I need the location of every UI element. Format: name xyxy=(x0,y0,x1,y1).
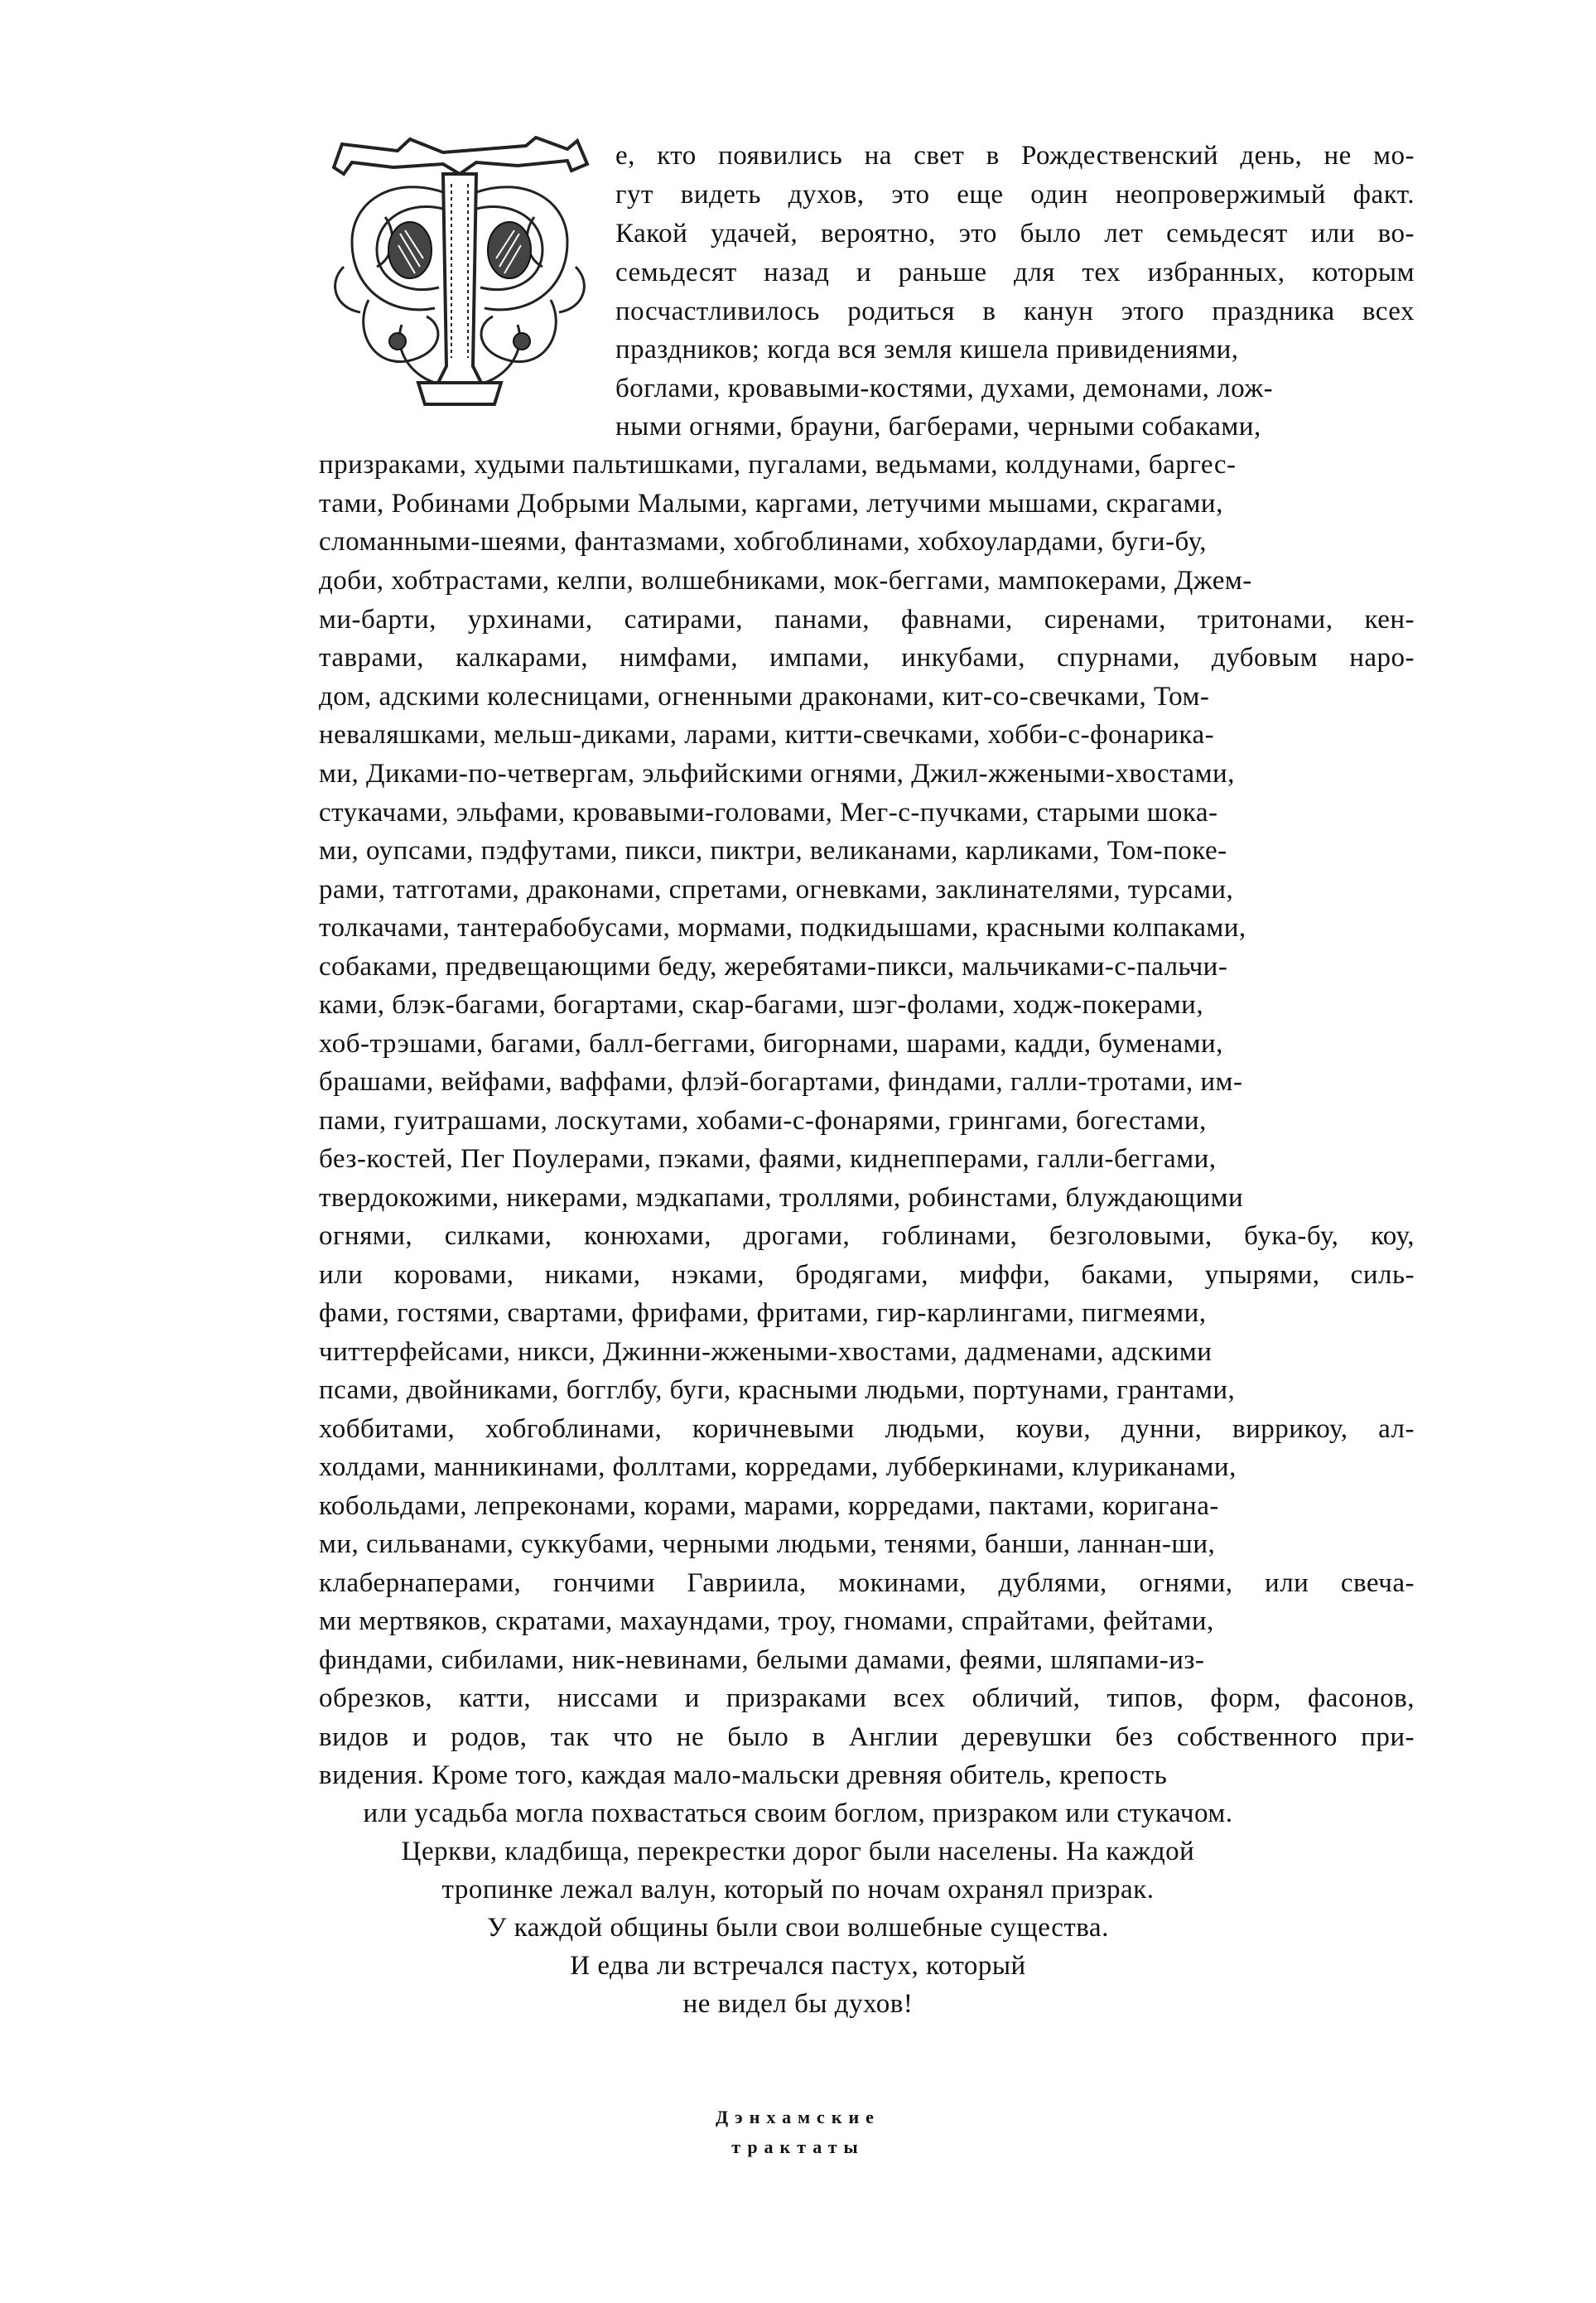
text-line: фами, гостями, свартами, фрифами, фритами, гир-карлингами, пигмеями, xyxy=(319,1298,1207,1328)
text-line: боглами, кровавыми-костями, духами, демонами, лож- xyxy=(615,374,1274,403)
text-line-centered: Церкви, кладбища, перекрестки дорог были населены. На каждой xyxy=(401,1837,1195,1866)
text-line-centered: тропинке лежал валун, который по ночам охранял призрак. xyxy=(441,1875,1155,1905)
text-line: ми мертвяков, скратами, махаундами, троу, гномами, спрайтами, фейтами, xyxy=(319,1606,1214,1636)
text-line: праздников; когда вся земля кишела привидениями, xyxy=(615,335,1239,365)
text-line: доби, хобтрастами, келпи, волшебниками, мок-беггами, мампокерами, Джем- xyxy=(319,566,1252,596)
text-line-centered: У каждой общины были свои волшебные существа. xyxy=(487,1913,1109,1943)
text-line: толкачами, тантерабобусами, мормами, подкидышами, красными колпаками, xyxy=(319,913,1246,943)
text-line: ми-барти, урхинами, сатирами, панами, фавнами, сиренами, тритонами, кен- xyxy=(319,605,1415,635)
text-line: сломанными-шеями, фантазмами, хобгоблинами, хобхоулардами, буги-бу, xyxy=(319,527,1208,557)
text-line: хоббитами, хобгоблинами, коричневыми людьми, коуви, дунни, виррикоу, ал- xyxy=(319,1414,1415,1444)
text-line: неваляшками, мельш-диками, ларами, китти-свечками, хобби-с-фонарика- xyxy=(319,720,1215,750)
text-line: читтерфейсами, никси, Джинни-жжеными-хвостами, дадменами, адскими xyxy=(319,1337,1213,1367)
signature-line-2: трактаты xyxy=(731,2136,865,2157)
text-line: ными огнями, брауни, багберами, черными собаками, xyxy=(615,412,1261,442)
text-line: клабернаперами, гончими Гавриила, мокинами, дублями, огнями, или свеча- xyxy=(319,1568,1415,1598)
text-line: брашами, вейфами, ваффами, флэй-богартами, финдами, галли-тротами, им- xyxy=(319,1067,1243,1097)
text-line: твердокожими, никерами, мэдкапами, троллями, робинстами, блуждающими xyxy=(319,1183,1244,1213)
text-line: дом, адскими колесницами, огненными драконами, кит-со-свечками, Том- xyxy=(319,682,1210,712)
text-line-centered: не видел бы духов! xyxy=(682,1989,914,2019)
text-line: без-костей, Пег Поулерами, пэками, фаями, киднепперами, галли-беггами, xyxy=(319,1144,1217,1174)
text-line: ками, блэк-багами, богартами, скар-багами, шэг-фолами, ходж-покерами, xyxy=(319,990,1204,1020)
text-line: ми, сильванами, суккубами, черными людьми, тенями, банши, ланнан-ши, xyxy=(319,1529,1216,1559)
text-line: Какой удачей, вероятно, это было лет семьдесят или во- xyxy=(615,219,1415,249)
text-line: ми, Диками-по-четвергам, эльфийскими огнями, Джил-жжеными-хвостами, xyxy=(319,759,1235,789)
signature-line-1: Дэнхамские xyxy=(716,2107,880,2127)
decorated-initial-letter-t xyxy=(319,134,600,412)
text-line: огнями, силками, конюхами, дрогами, гоблинами, безголовыми, бука-бу, коу, xyxy=(319,1221,1415,1251)
text-line: е, кто появились на свет в Рождественский день, не мо- xyxy=(615,141,1415,171)
text-line: призраками, худыми пальтишками, пугалами, ведьмами, колдунами, баргес- xyxy=(319,450,1237,480)
text-line: стукачами, эльфами, кровавыми-головами, Мег-с-пучками, старыми шока- xyxy=(319,798,1218,828)
text-line-centered: или усадьба могла похвастаться своим боглом, призраком или стукачом. xyxy=(363,1798,1233,1828)
text-line: тами, Робинами Добрыми Малыми, каргами, летучими мышами, скрагами, xyxy=(319,489,1223,519)
text-line: видов и родов, так что не было в Англии деревушки без собственного при- xyxy=(319,1722,1415,1752)
text-line: собаками, предвещающими беду, жеребятами-пикси, мальчиками-с-пальчи- xyxy=(319,952,1228,982)
text-line: посчастливилось родиться в канун этого праздника всех xyxy=(615,297,1415,326)
text-line-centered: И едва ли встречался пастух, который xyxy=(570,1951,1026,1981)
text-line: пами, гуитрашами, лоскутами, хобами-с-фонарями, грингами, богестами, xyxy=(319,1106,1207,1136)
text-line: ми, оупсами, пэдфутами, пикси, пиктри, великанами, карликами, Том-поке- xyxy=(319,836,1227,866)
text-line: таврами, калкарами, нимфами, импами, инкубами, спурнами, дубовым наро- xyxy=(319,643,1415,673)
text-line: гут видеть духов, это еще один неопровержимый факт. xyxy=(615,180,1415,210)
text-line: финдами, сибилами, ник-невинами, белыми дамами, феями, шляпами-из- xyxy=(319,1645,1205,1675)
text-line: рами, татготами, драконами, спретами, огневками, заклинателями, турсами, xyxy=(319,875,1234,905)
text-line: кобольдами, лепреконами, корами, марами, корредами, пактами, коригана- xyxy=(319,1491,1219,1521)
text-line: холдами, манникинами, фоллтами, корредами, лубберкинами, клуриканами, xyxy=(319,1452,1237,1482)
text-line: обрезков, катти, ниссами и призраками всех обличий, типов, форм, фасонов, xyxy=(319,1683,1415,1713)
text-line: псами, двойниками, богглбу, буги, красными людьми, портунами, грантами, xyxy=(319,1375,1236,1405)
text-line: хоб-трэшами, багами, балл-беггами, бигорнами, шарами, кадди, буменами, xyxy=(319,1029,1223,1059)
text-line: видения. Кроме того, каждая мало-мальски древняя обитель, крепость xyxy=(319,1760,1168,1790)
text-line: семьдесят назад и раньше для тех избранных, которым xyxy=(615,258,1415,287)
text-line: или коровами, никами, нэками, бродягами, миффи, баками, упырями, силь- xyxy=(319,1260,1415,1290)
